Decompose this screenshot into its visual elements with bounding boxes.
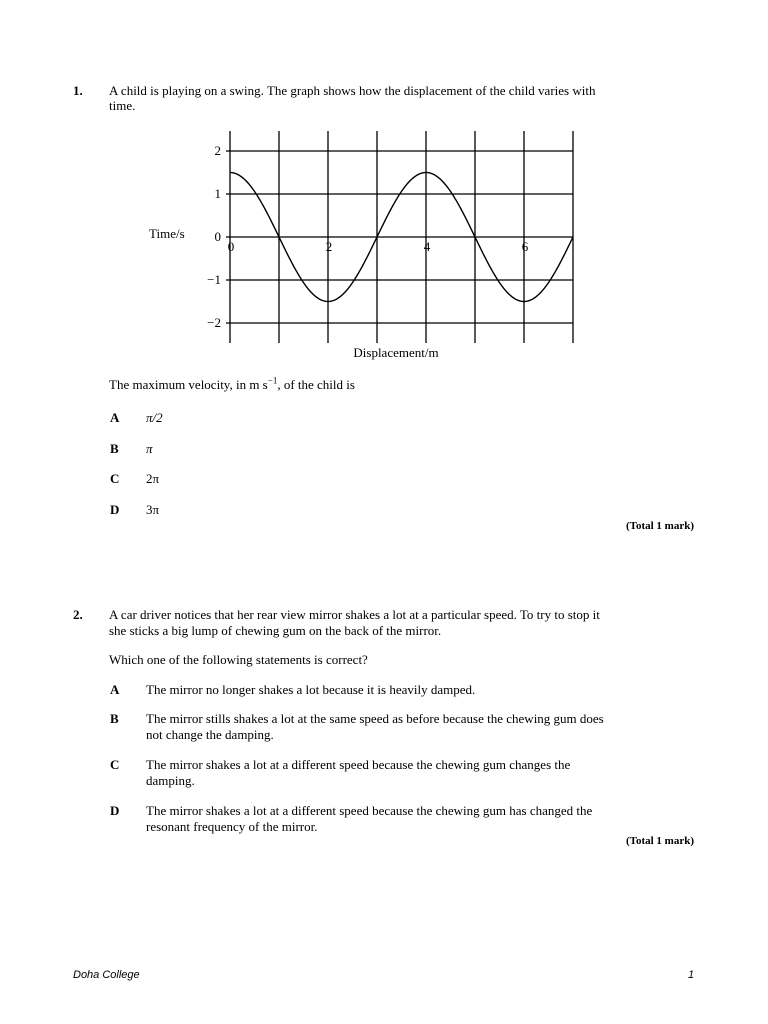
- y-tick-label: −2: [207, 315, 221, 330]
- question-2-total-mark: (Total 1 mark): [625, 835, 694, 847]
- question-1-total-mark: (Total 1 mark): [625, 520, 694, 532]
- footer-page-number: 1: [688, 969, 695, 981]
- question-2-number: 2.: [73, 607, 83, 622]
- q2-option-b-line2: not change the damping.: [146, 727, 274, 742]
- q1-option-d-letter: D: [110, 502, 120, 517]
- graph-grid: [226, 131, 573, 343]
- question-1-prompt-superscript: −1: [267, 375, 278, 386]
- y-axis-label: Time/s: [149, 226, 185, 241]
- question-2-stem-line1: A car driver notices that her rear view mirror shakes a lot at a particular speed. To try to stop it: [109, 607, 600, 622]
- question-2-stem-line2: she sticks a big lump of chewing gum on the back of the mirror.: [109, 623, 442, 638]
- q2-option-c-line1: The mirror shakes a lot at a different speed because the chewing gum changes the: [146, 757, 571, 772]
- y-tick-label: 1: [214, 186, 221, 201]
- q2-option-b-line1: The mirror stills shakes a lot at the same speed as before because the chewing gum does: [146, 711, 604, 726]
- x-tick-label: 6: [521, 239, 529, 254]
- q2-option-d-line1: The mirror shakes a lot at a different speed because the chewing gum has changed the: [146, 803, 593, 818]
- displacement-time-graph: [0, 0, 768, 370]
- q2-option-c-letter: C: [110, 757, 120, 772]
- q2-option-d-letter: D: [110, 803, 120, 818]
- q2-option-d-line2: resonant frequency of the mirror.: [146, 819, 318, 834]
- q1-option-b-letter: B: [110, 441, 119, 456]
- q1-option-a-text: π/2: [146, 410, 163, 425]
- x-tick-label: 2: [325, 239, 333, 254]
- question-1-prompt: [109, 377, 355, 393]
- y-tick-label: −1: [207, 272, 221, 287]
- question-1-prompt-after: , of the child is: [277, 377, 355, 392]
- question-1-prompt-before: The maximum velocity, in m s: [109, 377, 268, 392]
- q1-option-a-letter: A: [110, 410, 120, 425]
- question-2-prompt: Which one of the following statements is correct?: [109, 652, 368, 667]
- q1-option-b-text: π: [146, 441, 153, 456]
- y-tick-label: 2: [214, 143, 221, 158]
- x-tick-label: 0: [227, 239, 235, 254]
- x-tick-label: 4: [423, 239, 431, 254]
- x-axis-label: Displacement/m: [353, 345, 439, 360]
- question-1-number: 1.: [73, 83, 83, 98]
- q2-option-b-letter: B: [110, 711, 119, 726]
- y-tick-label: 0: [214, 229, 221, 244]
- q1-option-c-letter: C: [110, 471, 120, 486]
- footer-school-name: Doha College: [73, 969, 140, 981]
- question-1-stem-line2: time.: [109, 98, 136, 113]
- q2-option-a-letter: A: [110, 682, 120, 697]
- q1-option-c-text: 2π: [146, 471, 160, 486]
- q2-option-c-line2: damping.: [146, 773, 195, 788]
- q1-option-d-text: 3π: [146, 502, 160, 517]
- q2-option-a-line1: The mirror no longer shakes a lot because it is heavily damped.: [146, 682, 476, 697]
- question-1-stem-line1: A child is playing on a swing. The graph shows how the displacement of the child varies with: [109, 83, 596, 98]
